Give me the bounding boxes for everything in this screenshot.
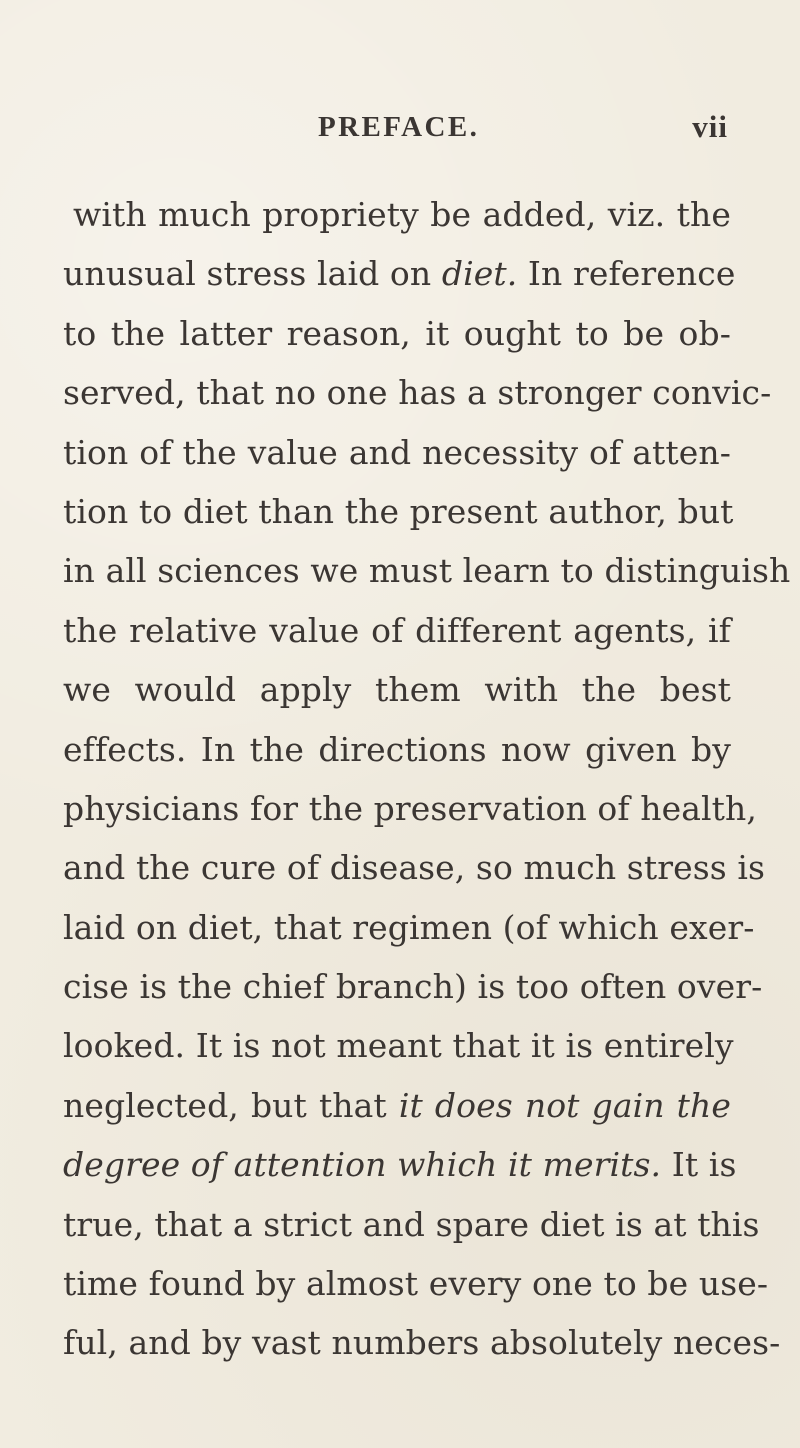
italic-phrase-attention: degree of attention which it merits. [63, 1145, 662, 1185]
italic-phrase-gain: it does not gain the [398, 1085, 732, 1125]
text-line-20: ful, and by vast numbers absolutely neces- [63, 1323, 781, 1363]
text-line-16 [63, 1076, 731, 1135]
text-line-15: looked. It is not meant that it is entirely [63, 1026, 734, 1066]
text-line-14: cise is the chief branch) is too often over- [63, 967, 763, 1007]
text-line-2-start: unusual stress laid on [63, 254, 442, 294]
text-line-9: we would apply them with the best [63, 670, 731, 710]
text-line-1: with much propriety be added, viz. the [73, 195, 731, 234]
body-text [63, 185, 791, 1373]
running-head [0, 103, 800, 151]
text-line-2 [63, 244, 736, 303]
text-line-17-end: It is [661, 1145, 737, 1185]
text-line-18: true, that a strict and spare diet is at this [63, 1204, 760, 1244]
text-line-2-end: In reference [517, 254, 736, 294]
text-line-16-start: neglected, but that [63, 1085, 399, 1125]
text-line-11: physicians for the preservation of health, [63, 788, 757, 828]
text-line-10: effects. In the directions now given by [63, 729, 731, 769]
text-line-19: time found by almost every one to be use- [63, 1264, 769, 1304]
italic-word-diet: diet. [441, 254, 518, 294]
text-line-7: in all sciences we must learn to distinguish [63, 551, 791, 591]
text-line-17 [63, 1135, 737, 1194]
text-line-3: to the latter reason, it ought to be ob- [63, 313, 731, 353]
text-line-4: served, that no one has a stronger convic- [63, 373, 772, 413]
page-number: vii [692, 109, 728, 144]
text-line-12: and the cure of disease, so much stress is [63, 848, 766, 888]
text-line-5: tion of the value and necessity of atten- [63, 432, 731, 472]
text-line-6: tion to diet than the present author, but [63, 491, 734, 531]
text-line-13: laid on diet, that regimen (of which exer- [63, 907, 755, 947]
text-line-8: the relative value of different agents, if [63, 610, 731, 650]
running-title: PREFACE. [318, 111, 480, 143]
